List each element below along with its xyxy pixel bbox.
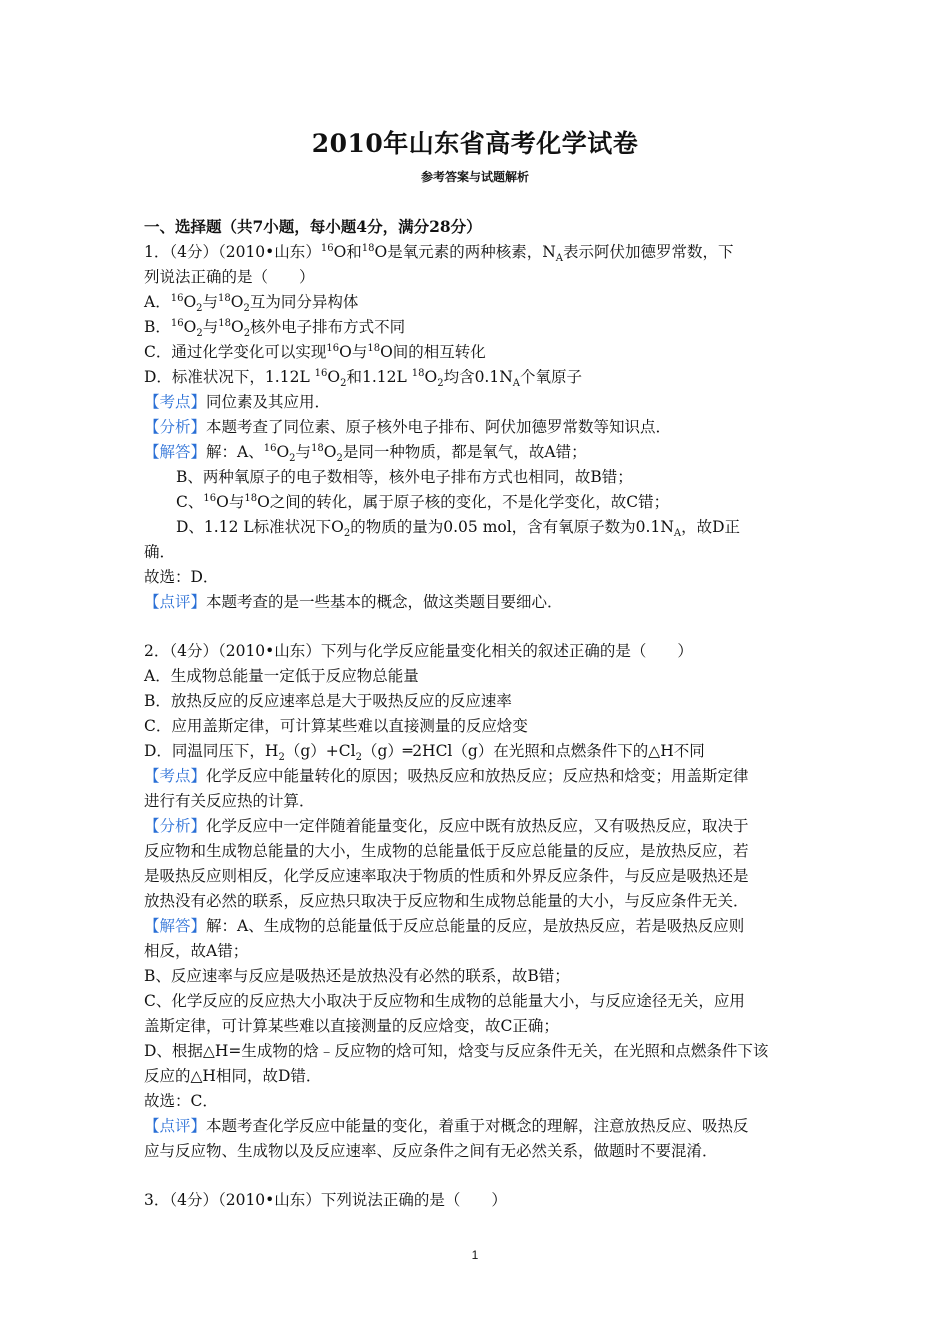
q2-answer: 故选：C． [144,1092,218,1110]
q2-jieda-line6: D、根据△H=生成物的焓﹣反应物的焓可知，焓变与反应条件无关，在光照和点燃条件下该 [144,1042,769,1060]
q2-kaodian: 【考点】化学反应中能量转化的原因；吸热反应和放热反应；反应热和焓变；用盖斯定律 [144,767,749,785]
q2-fenxi-line4: 放热没有必然的联系，反应热只取决于反应物和生成物总能量的大小，与反应条件无关． [144,892,749,910]
q3-stem: 3．（4分）（2010•山东）下列说法正确的是（ ） [144,1191,507,1209]
q2-jieda: 【解答】解：A、生成物的总能量低于反应总能量的反应，是放热反应，若是吸热反应则 [144,917,745,935]
q1-stem-line2: 列说法正确的是（ ） [144,268,315,286]
q2-option-c: C．应用盖斯定律，可计算某些难以直接测量的反应焓变 [144,717,528,735]
q2-fenxi-line2: 反应物和生成物总能量的大小，生成物的总能量低于反应总能量的反应，是放热反应，若 [144,842,749,860]
q1-fenxi: 【分析】本题考查了同位素、原子核外电子排布、阿伏加德罗常数等知识点． [144,418,672,436]
dianping-tag: 【点评】 [144,1117,207,1135]
q2-option-a: A．生成物总能量一定低于反应物总能量 [144,667,419,685]
document-content [144,214,808,1213]
q2-jieda-line7: 反应的△H相同，故D错． [144,1067,322,1085]
page-title: 2010年山东省高考化学试卷 [311,129,639,158]
q1-jieda-b: B、两种氧原子的电子数相等，核外电子排布方式也相同，故B错； [176,468,633,486]
q2-dianping: 【点评】本题考查化学反应中能量的变化，着重于对概念的理解，注意放热反应、吸热反 [144,1117,749,1135]
q2-fenxi: 【分析】化学反应中一定伴随着能量变化，反应中既有放热反应，又有吸热反应，取决于 [144,817,749,835]
q1-dianping: 【点评】本题考查的是一些基本的概念，做这类题目要细心． [144,593,563,611]
q2-fenxi-line3: 是吸热反应则相反，化学反应速率取决于物质的性质和外界反应条件，与反应是吸热还是 [144,867,749,885]
kaodian-tag: 【考点】 [144,393,207,411]
q1-option-a: A．$^{16}O_2$与$^{18}O_2$互为同分异构体 [144,292,359,315]
page-subtitle: 参考答案与试题解析 [420,170,529,184]
kaodian-tag: 【考点】 [144,767,207,785]
q1-option-b: B．$^{16}O_2$与$^{18}O_2$核外电子排布方式不同 [144,317,406,340]
q1-jieda-d-line2: 确． [144,543,176,561]
q1-answer: 故选：D． [144,568,219,586]
q1-option-d: D．标准状况下，1.12L $^{16}O_2$和1.12L $^{18}O_2$均含$0.1N_A$个氧原子 [144,367,583,390]
q1-stem: 1．（4分）（2010•山东）$^{16}$O和$^{18}$O是氧元素的两种核素，$N_A$表示阿伏加德罗常数，下 [144,242,734,265]
q2-kaodian-line2: 进行有关反应热的计算． [144,792,315,810]
q1-jieda-d: D、1.12 L标准状况下$O_2$的物质的量为0.05 mol，含有氧原子数为$0.1N_A$，故D正 [176,518,741,540]
dianping-tag: 【点评】 [144,593,207,611]
q1-kaodian: 【考点】同位素及其应用． [144,393,331,411]
fenxi-tag: 【分析】 [144,817,207,835]
q1-jieda: 【解答】解：A、$^{16}O_2$与$^{18}O_2$是同一种物质，都是氧气，故A错； [144,442,587,465]
q2-dianping-line2: 应与反应物、生成物以及反应速率、反应条件之间有无必然关系，做题时不要混淆． [144,1142,718,1160]
q2-option-d: D．同温同压下，$H_2(g)+Cl_2(g)═2HCl(g)$在光照和点燃条件下的△H不同 [144,742,705,764]
q2-jieda-line4: C、化学反应的反应热大小取决于反应物和生成物的总能量大小，与反应途径无关，应用 [144,992,745,1010]
jieda-tag: 【解答】 [144,917,207,935]
q2-jieda-line5: 盖斯定律，可计算某些难以直接测量的反应焓变，故C正确； [144,1017,559,1035]
q2-stem: 2．（4分）（2010•山东）下列与化学反应能量变化相关的叙述正确的是（ ） [144,642,693,660]
section-heading: 一、选择题（共7小题，每小题4分，满分28分） [144,217,482,236]
spacer [144,1164,808,1188]
q2-option-b: B．放热反应的反应速率总是大于吸热反应的反应速率 [144,692,512,710]
q1-option-c: C．通过化学变化可以实现$^{16}$O与$^{18}$O间的相互转化 [144,342,486,361]
q1-jieda-c: C、$^{16}$O与$^{18}$O之间的转化，属于原子核的变化，不是化学变化，故C错； [176,492,670,511]
fenxi-tag: 【分析】 [144,418,207,436]
q2-jieda-line2: 相反，故A错； [144,942,249,960]
jieda-tag: 【解答】 [144,443,207,461]
spacer [144,615,808,639]
page-number: 1 [471,1248,479,1262]
q2-jieda-line3: B、反应速率与反应是吸热还是放热没有必然的联系，故B错； [144,967,570,985]
